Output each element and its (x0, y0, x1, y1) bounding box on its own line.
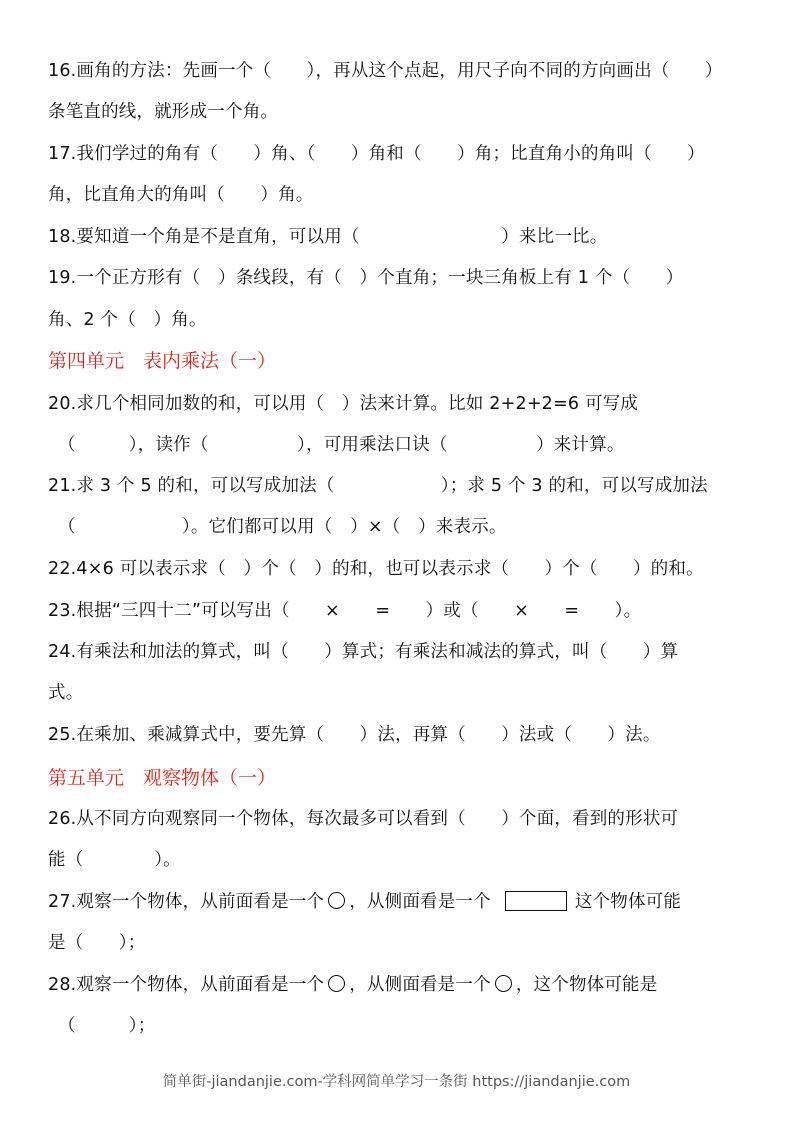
rectangle-shape-icon (505, 891, 567, 911)
question-17-line-1: 17.我们学过的角有（ ）角、（ ）角和（ ）角；比直角小的角叫（ ） (48, 144, 705, 164)
question-27-line-1 (48, 890, 748, 914)
question-27-line-2: 是（ ）； (48, 933, 146, 953)
question-28-text-a: 28.观察一个物体，从前面看是一个 (48, 975, 325, 995)
question-27-text-c: 这个物体可能 (574, 892, 682, 912)
question-23: 23.根据“三四十二”可以写出（ × = ）或（ × = ）。 (48, 601, 642, 621)
question-28-text-b: ，从侧面看是一个 (349, 975, 491, 995)
question-24-line-1: 24.有乘法和加法的算式，叫（ ）算式；有乘法和减法的算式，叫（ ）算 (48, 642, 679, 662)
question-19-line-2: 角、2 个（ ）角。 (48, 310, 207, 330)
question-21-line-2: （ ）。它们都可以用（ ）×（ ）来表示。 (58, 517, 507, 537)
circle-shape-icon (328, 892, 345, 909)
circle-shape-icon (495, 975, 512, 992)
question-24-line-2: 式。 (48, 683, 84, 703)
question-27-text-a: 27.观察一个物体，从前面看是一个 (48, 892, 325, 912)
question-26-line-2: 能（ ）。 (48, 850, 181, 870)
question-28-line-2: （ ）； (58, 1016, 156, 1036)
circle-shape-icon (328, 975, 345, 992)
question-26-line-1: 26.从不同方向观察同一个物体，每次最多可以看到（ ）个面，看到的形状可 (48, 809, 679, 829)
question-19-line-1: 19.一个正方形有（ ）条线段，有（ ）个直角；一块三角板上有 1 个（ ） (48, 268, 684, 288)
question-27-text-b: ，从侧面看是一个 (349, 892, 491, 912)
question-20-line-1: 20.求几个相同加数的和，可以用（ ）法来计算。比如 2+2+2=6 可写成 (48, 394, 639, 414)
question-21-line-1: 21.求 3 个 5 的和，可以写成加法（ ）；求 5 个 3 的和，可以写成加法 (48, 476, 708, 496)
question-16-line-2: 条笔直的线，就形成一个角。 (48, 102, 279, 122)
question-17-line-2: 角，比直角大的角叫（ ）角。 (48, 185, 314, 205)
question-28-text-c: ，这个物体可能是 (515, 975, 658, 995)
page-footer: 简单街-jiandanjie.com-学科网简单学习一条街 https://jiandanjie.com (162, 1074, 631, 1090)
question-16-line-1: 16.画角的方法：先画一个（ ），再从这个点起，用尺子向不同的方向画出（ ） (48, 61, 723, 81)
question-25: 25.在乘加、乘减算式中，要先算（ ）法，再算（ ）法或（ ）法。 (48, 725, 661, 745)
question-28-line-1 (48, 973, 748, 997)
question-18: 18.要知道一个角是不是直角，可以用（ ）来比一比。 (48, 227, 608, 247)
question-20-line-2: （ ），读作（ ），可用乘法口诀（ ）来计算。 (58, 435, 625, 455)
unit-5-heading: 第五单元 观察物体（一） (48, 767, 277, 789)
question-22: 22.4×6 可以表示求（ ）个（ ）的和，也可以表示求（ ）个（ ）的和。 (48, 559, 704, 579)
unit-4-heading: 第四单元 表内乘法（一） (48, 350, 277, 372)
